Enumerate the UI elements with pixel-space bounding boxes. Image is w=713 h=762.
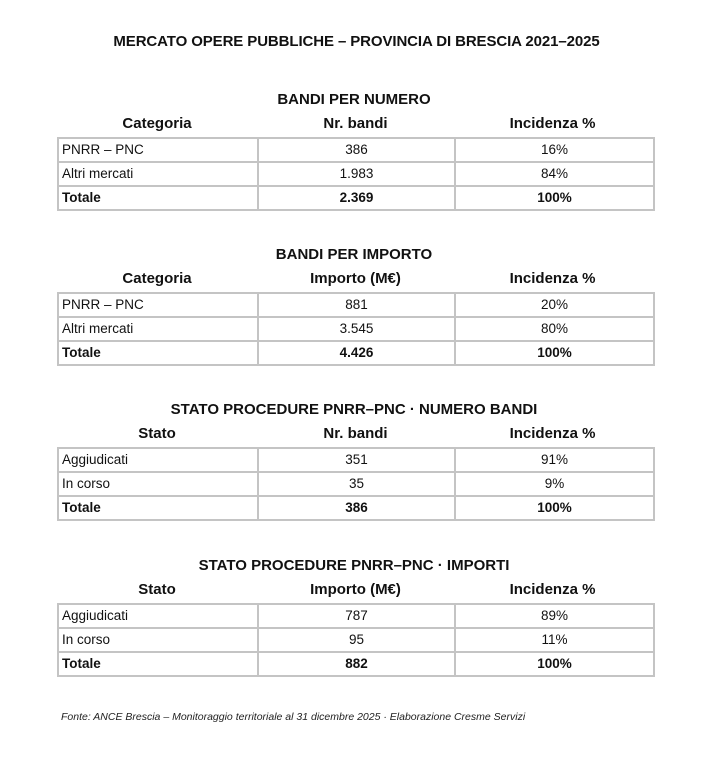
section-title: STATO PROCEDURE PNRR–PNC · IMPORTI — [198, 557, 510, 574]
column-header: Categoria — [122, 270, 192, 287]
table-cell-label: Aggiudicati — [59, 605, 259, 629]
table-row — [59, 318, 653, 342]
table-cell-label: PNRR – PNC — [59, 139, 259, 163]
table-row-total — [59, 653, 653, 675]
section-bandi-per-numero — [57, 89, 651, 211]
page-title: MERCATO OPERE PUBBLICHE – PROVINCIA DI BRESCIA 2021–2025 — [113, 33, 600, 50]
table-cell-percent: 16% — [456, 139, 653, 163]
column-headers — [57, 577, 651, 603]
table-cell-percent: 84% — [456, 163, 653, 187]
table-row — [59, 629, 653, 653]
table-cell-label: Totale — [59, 653, 259, 675]
column-headers — [57, 266, 651, 292]
table-row-total — [59, 497, 653, 519]
table-cell-percent: 11% — [456, 629, 653, 653]
table-cell-percent: 20% — [456, 294, 653, 318]
table-row — [59, 605, 653, 629]
section-stato-procedure-importi — [57, 555, 651, 677]
table-row-total — [59, 187, 653, 209]
column-headers — [57, 111, 651, 137]
source-footnote: Fonte: ANCE Brescia – Monitoraggio territoriale al 31 dicembre 2025 · Elaborazione Cresme Servizi — [61, 711, 526, 723]
column-header: Categoria — [122, 115, 192, 132]
table-cell-value: 787 — [259, 605, 456, 629]
table-cell-value: 882 — [259, 653, 456, 675]
data-table — [57, 292, 655, 366]
table-cell-label: Aggiudicati — [59, 449, 259, 473]
table-cell-value: 3.545 — [259, 318, 456, 342]
table-cell-value: 386 — [259, 497, 456, 519]
table-row — [59, 294, 653, 318]
section-title: STATO PROCEDURE PNRR–PNC · NUMERO BANDI — [170, 401, 538, 418]
section-title: BANDI PER NUMERO — [277, 91, 431, 108]
table-cell-percent: 100% — [537, 656, 572, 671]
column-header: Stato — [138, 425, 176, 442]
data-table — [57, 447, 655, 521]
table-cell-percent: 100% — [537, 500, 572, 515]
table-cell-value: 386 — [259, 139, 456, 163]
section-bandi-per-importo — [57, 244, 651, 366]
table-cell-percent: 89% — [456, 605, 653, 629]
table-cell-value: 95 — [259, 629, 456, 653]
table-cell-percent: 100% — [537, 190, 572, 205]
table-cell-value: 351 — [259, 449, 456, 473]
table-cell-percent: 9% — [456, 473, 653, 497]
section-title: BANDI PER IMPORTO — [275, 246, 433, 263]
table-row — [59, 473, 653, 497]
table-row — [59, 449, 653, 473]
table-cell-percent: 91% — [456, 449, 653, 473]
table-row — [59, 163, 653, 187]
table-cell-percent: 80% — [456, 318, 653, 342]
column-header: Nr. bandi — [323, 425, 388, 442]
table-cell-value: 1.983 — [259, 163, 456, 187]
data-table — [57, 137, 655, 211]
column-header: Incidenza % — [509, 115, 596, 132]
table-cell-value: 35 — [259, 473, 456, 497]
table-cell-percent: 100% — [537, 345, 572, 360]
table-cell-label: In corso — [59, 473, 259, 497]
section-stato-procedure-numero — [57, 399, 651, 521]
table-cell-label: Altri mercati — [59, 163, 259, 187]
column-headers — [57, 421, 651, 447]
column-header: Nr. bandi — [323, 115, 388, 132]
table-cell-label: Totale — [59, 497, 259, 519]
table-cell-label: Totale — [59, 342, 259, 364]
table-cell-value: 2.369 — [259, 187, 456, 209]
column-header: Importo (M€) — [310, 581, 401, 598]
column-header: Stato — [138, 581, 176, 598]
table-cell-label: Altri mercati — [59, 318, 259, 342]
column-header: Incidenza % — [509, 425, 596, 442]
table-cell-label: In corso — [59, 629, 259, 653]
table-cell-value: 881 — [259, 294, 456, 318]
table-cell-label: PNRR – PNC — [59, 294, 259, 318]
table-cell-label: Totale — [59, 187, 259, 209]
data-table — [57, 603, 655, 677]
table-cell-value: 4.426 — [259, 342, 456, 364]
column-header: Incidenza % — [509, 581, 596, 598]
table-row-total — [59, 342, 653, 364]
table-row — [59, 139, 653, 163]
column-header: Incidenza % — [509, 270, 596, 287]
column-header: Importo (M€) — [310, 270, 401, 287]
